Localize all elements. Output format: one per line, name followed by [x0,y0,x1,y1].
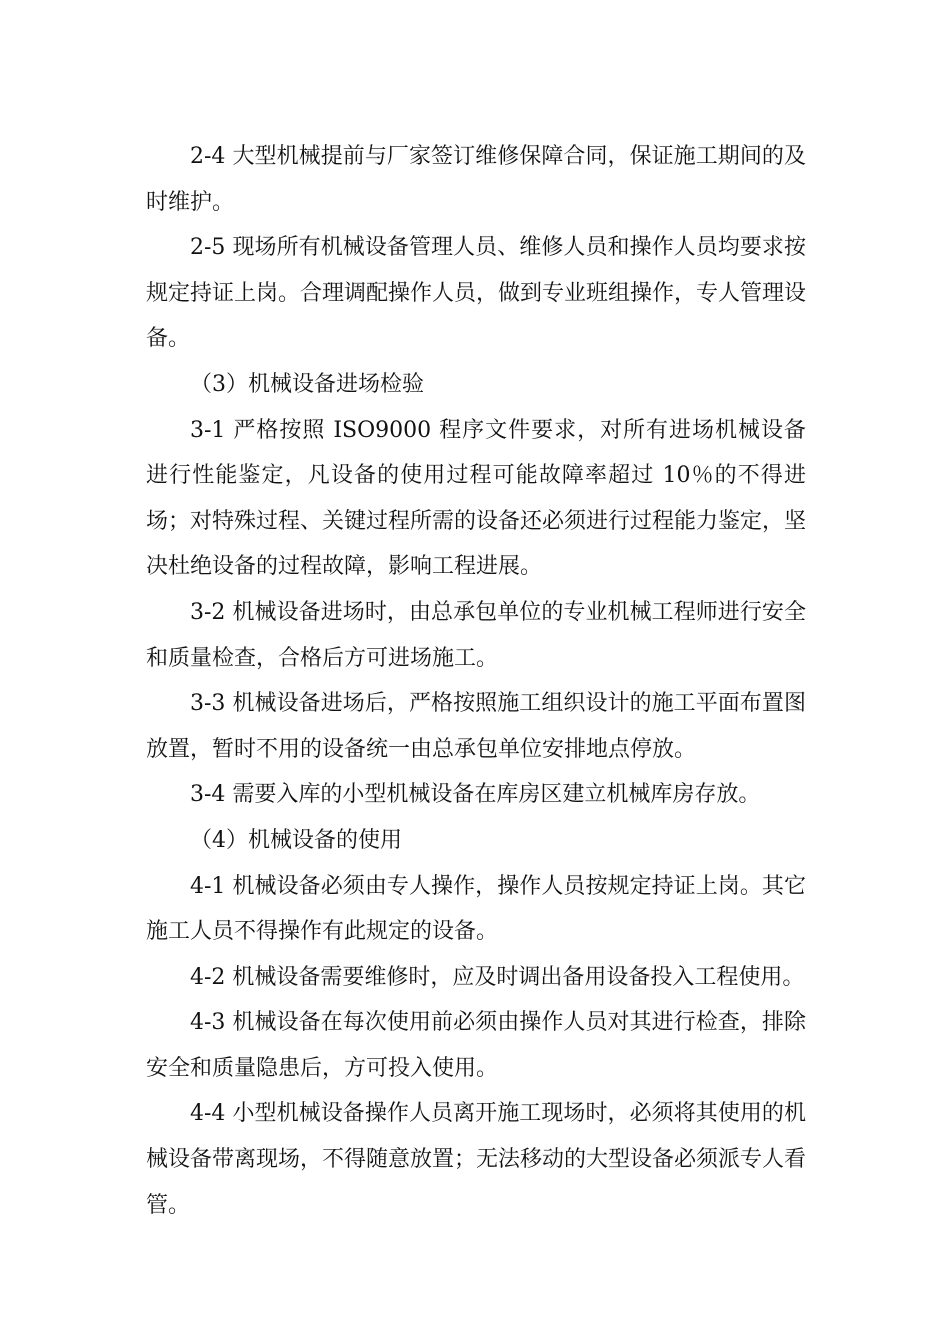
section-heading-3: （3）机械设备进场检验 [190,371,424,397]
paragraph-3-3: 3-3 机械设备进场后，严格按照施工组织设计的施工平面布置图放置，暂时不用的设备统一由总承包单位安排地点停放。 [146,691,806,762]
section-heading-4: （4）机械设备的使用 [190,827,402,853]
paragraph-3-1: 3-1 严格按照 ISO9000 程序文件要求，对所有进场机械设备进行性能鉴定，凡设备的使用过程可能故障率超过 10％的不得进场；对特殊过程、关键过程所需的设备还必须进行过程能力鉴定，坚决杜绝设备的过程故障，影响工程进展。 [146,417,807,580]
paragraph-4-3: 4-3 机械设备在每次使用前必须由操作人员对其进行检查，排除安全和质量隐患后，方可投入使用。 [146,1010,806,1081]
paragraph-2-5: 2-5 现场所有机械设备管理人员、维修人员和操作人员均要求按规定持证上岗。合理调配操作人员，做到专业班组操作，专人管理设备。 [146,235,807,352]
paragraph-4-4: 4-4 小型机械设备操作人员离开施工现场时，必须将其使用的机械设备带离现场，不得随意放置；无法移动的大型设备必须派专人看管。 [146,1101,807,1218]
paragraph-3-2: 3-2 机械设备进场时，由总承包单位的专业机械工程师进行安全和质量检查，合格后方可进场施工。 [146,599,806,671]
paragraph-4-1: 4-1 机械设备必须由专人操作，操作人员按规定持证上岗。其它施工人员不得操作有此规定的设备。 [146,873,806,945]
paragraph-4-2: 4-2 机械设备需要维修时，应及时调出备用设备投入工程使用。 [190,964,805,990]
document-body [146,134,806,1228]
paragraph-2-4: 2-4 大型机械提前与厂家签订维修保障合同，保证施工期间的及时维护。 [146,144,806,215]
paragraph-3-4: 3-4 需要入库的小型机械设备在库房区建立机械库房存放。 [190,782,761,808]
